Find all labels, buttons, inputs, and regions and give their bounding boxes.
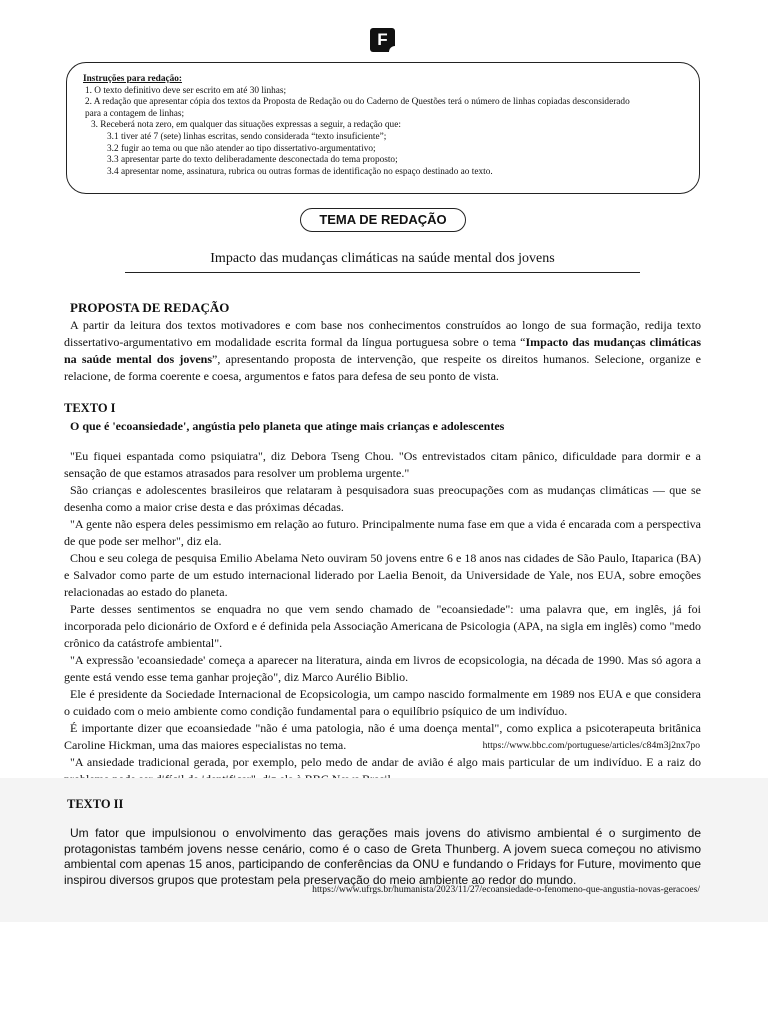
texto1-paragraph: Chou e seu colega de pesquisa Emilio Abelama Neto ouviram 50 jovens entre 6 e 18 anos nas cidades de São Paulo, Itaparica (BA) e Salvador como parte de um estudo internacional liderado por Laelia Benoit, da Universidade de Yale, nos EUA, sobre emoções relacionadas ao estado do planeta.	[64, 551, 701, 599]
texto1-paragraph: Parte desses sentimentos se enquadra no que vem sendo chamado de "ecoansiedade": uma palavra que, em inglês, já foi incorporada pelo dicionário de Oxford e é definida pela Associação Americana de Psicologia (APA, na sigla em inglês) como "medo crônico da catástrofe ambiental".	[64, 602, 701, 650]
proposta-text: A partir da leitura dos textos motivadores e com base nos conhecimentos construídos ao longo de sua formação, redija texto dissertativo-argumentativo em modalidade escrita formal da língua portuguesa sobre o tema “	[64, 318, 701, 349]
texto1-body	[64, 448, 701, 788]
instruction-item: 3.3 apresentar parte do texto deliberadamente desconectada do tema proposto;	[107, 155, 398, 166]
texto1-paragraph: É importante dizer que ecoansiedade "não é uma patologia, não é uma doença mental", como explica a psicoterapeuta britânica Caroline Hickman, uma das maiores especialistas no tema.	[64, 721, 701, 752]
texto1-paragraph: Ele é presidente da Sociedade Internacional de Ecopsicologia, um campo nascido formalmente em 1989 nos EUA e que considera o cuidado com o meio ambiente como condição fundamental para o equilíbrio psíquico de um indivíduo.	[64, 687, 701, 718]
instructions-box	[66, 62, 700, 194]
tema-label: TEMA DE REDAÇÃO	[300, 208, 466, 232]
tema-title: Impacto das mudanças climáticas na saúde mental dos jovens	[125, 250, 640, 273]
texto2-heading: TEXTO II	[67, 797, 124, 811]
publisher-logo: F	[370, 28, 395, 52]
texto1-source: https://www.bbc.com/portuguese/articles/c84m3j2nx7po	[482, 740, 700, 751]
proposta-text: ”, apresentando proposta de intervenção, que respeite os direitos humanos. Selecione, organize e relacione, de forma coerente e coesa, argumentos e fatos para defesa de seu ponto de vista.	[64, 352, 701, 383]
texto1-paragraph: São crianças e adolescentes brasileiros que relataram à pesquisadora suas preocupações com as mudanças climáticas — que se desenha como a maior crise desta e das próximas décadas.	[64, 483, 701, 514]
proposta-heading: PROPOSTA DE REDAÇÃO	[70, 300, 230, 315]
texto2-paragraph: Um fator que impulsionou o envolvimento das gerações mais jovens do ativismo ambiental é o surgimento de protagonistas também jovens nesse cenário, como é o caso de Greta Thunberg. A jovem sueca começou no ativismo ambiental com apenas 15 anos, participando de conferências da ONU e fundando o Fridays for Future, movimento que inspirou diversos grupos que protestam pela preservação do meio ambiente ao redor do mundo.	[64, 826, 701, 887]
instruction-item: 1. O texto definitivo deve ser escrito em até 30 linhas;	[85, 85, 287, 96]
proposta-theme-bold: Impacto das mudanças climáticas na saúde mental dos jovens	[64, 335, 701, 366]
texto1-paragraph: "A ansiedade tradicional gerada, por exemplo, pelo medo de andar de avião é algo mais particular de um indivíduo. E a raiz do	[70, 755, 701, 769]
instructions-title: Instruções para redação:	[83, 74, 182, 84]
instruction-item: 3.1 tiver até 7 (sete) linhas escritas, sendo considerada “texto insuficiente”;	[107, 131, 387, 142]
instruction-item: 3.2 fugir ao tema ou que não atender ao tipo dissertativo-argumentativo;	[107, 143, 376, 154]
texto1-heading: TEXTO I	[64, 401, 116, 415]
instruction-item: para a contagem de linhas;	[85, 108, 185, 119]
texto1-paragraph: "A gente não espera deles pessimismo em relação ao futuro. Principalmente numa fase em que a vida é encarada com a perspectiva de que pode ser melhor", diz ela.	[64, 517, 701, 548]
instruction-item: 2. A redação que apresentar cópia dos textos da Proposta de Redação ou do Caderno de Questões terá o número de linhas copiadas desconsiderado	[85, 97, 630, 108]
instruction-item: 3. Receberá nota zero, em qualquer das situações expressas a seguir, a redação que:	[91, 120, 401, 131]
instruction-item: 3.4 apresentar nome, assinatura, rubrica ou outras formas de identificação no espaço destinado ao texto.	[107, 166, 493, 177]
proposta-paragraph	[64, 317, 701, 385]
texto1-paragraph: "Eu fiquei espantada como psiquiatra", diz Debora Tseng Chou. "Os entrevistados citam pânico, dificuldade para dormir e a sensação de que estamos atrasados para resolver um problema urgente."	[64, 449, 701, 480]
texto2-source: https://www.ufrgs.br/humanista/2023/11/27/ecoansiedade-o-fenomeno-que-angustia-novas-geracoes/	[312, 884, 700, 895]
texto1-paragraph: "A expressão 'ecoansiedade' começa a aparecer na literatura, ainda em livros de ecopsicologia, na década de 1990. Mas só agora a gente está vendo esse tema ganhar projeção", diz Marco Aurélio Biblio.	[64, 653, 701, 684]
texto1-subtitle: O que é 'ecoansiedade', angústia pelo planeta que atinge mais crianças e adolescentes	[70, 419, 505, 433]
